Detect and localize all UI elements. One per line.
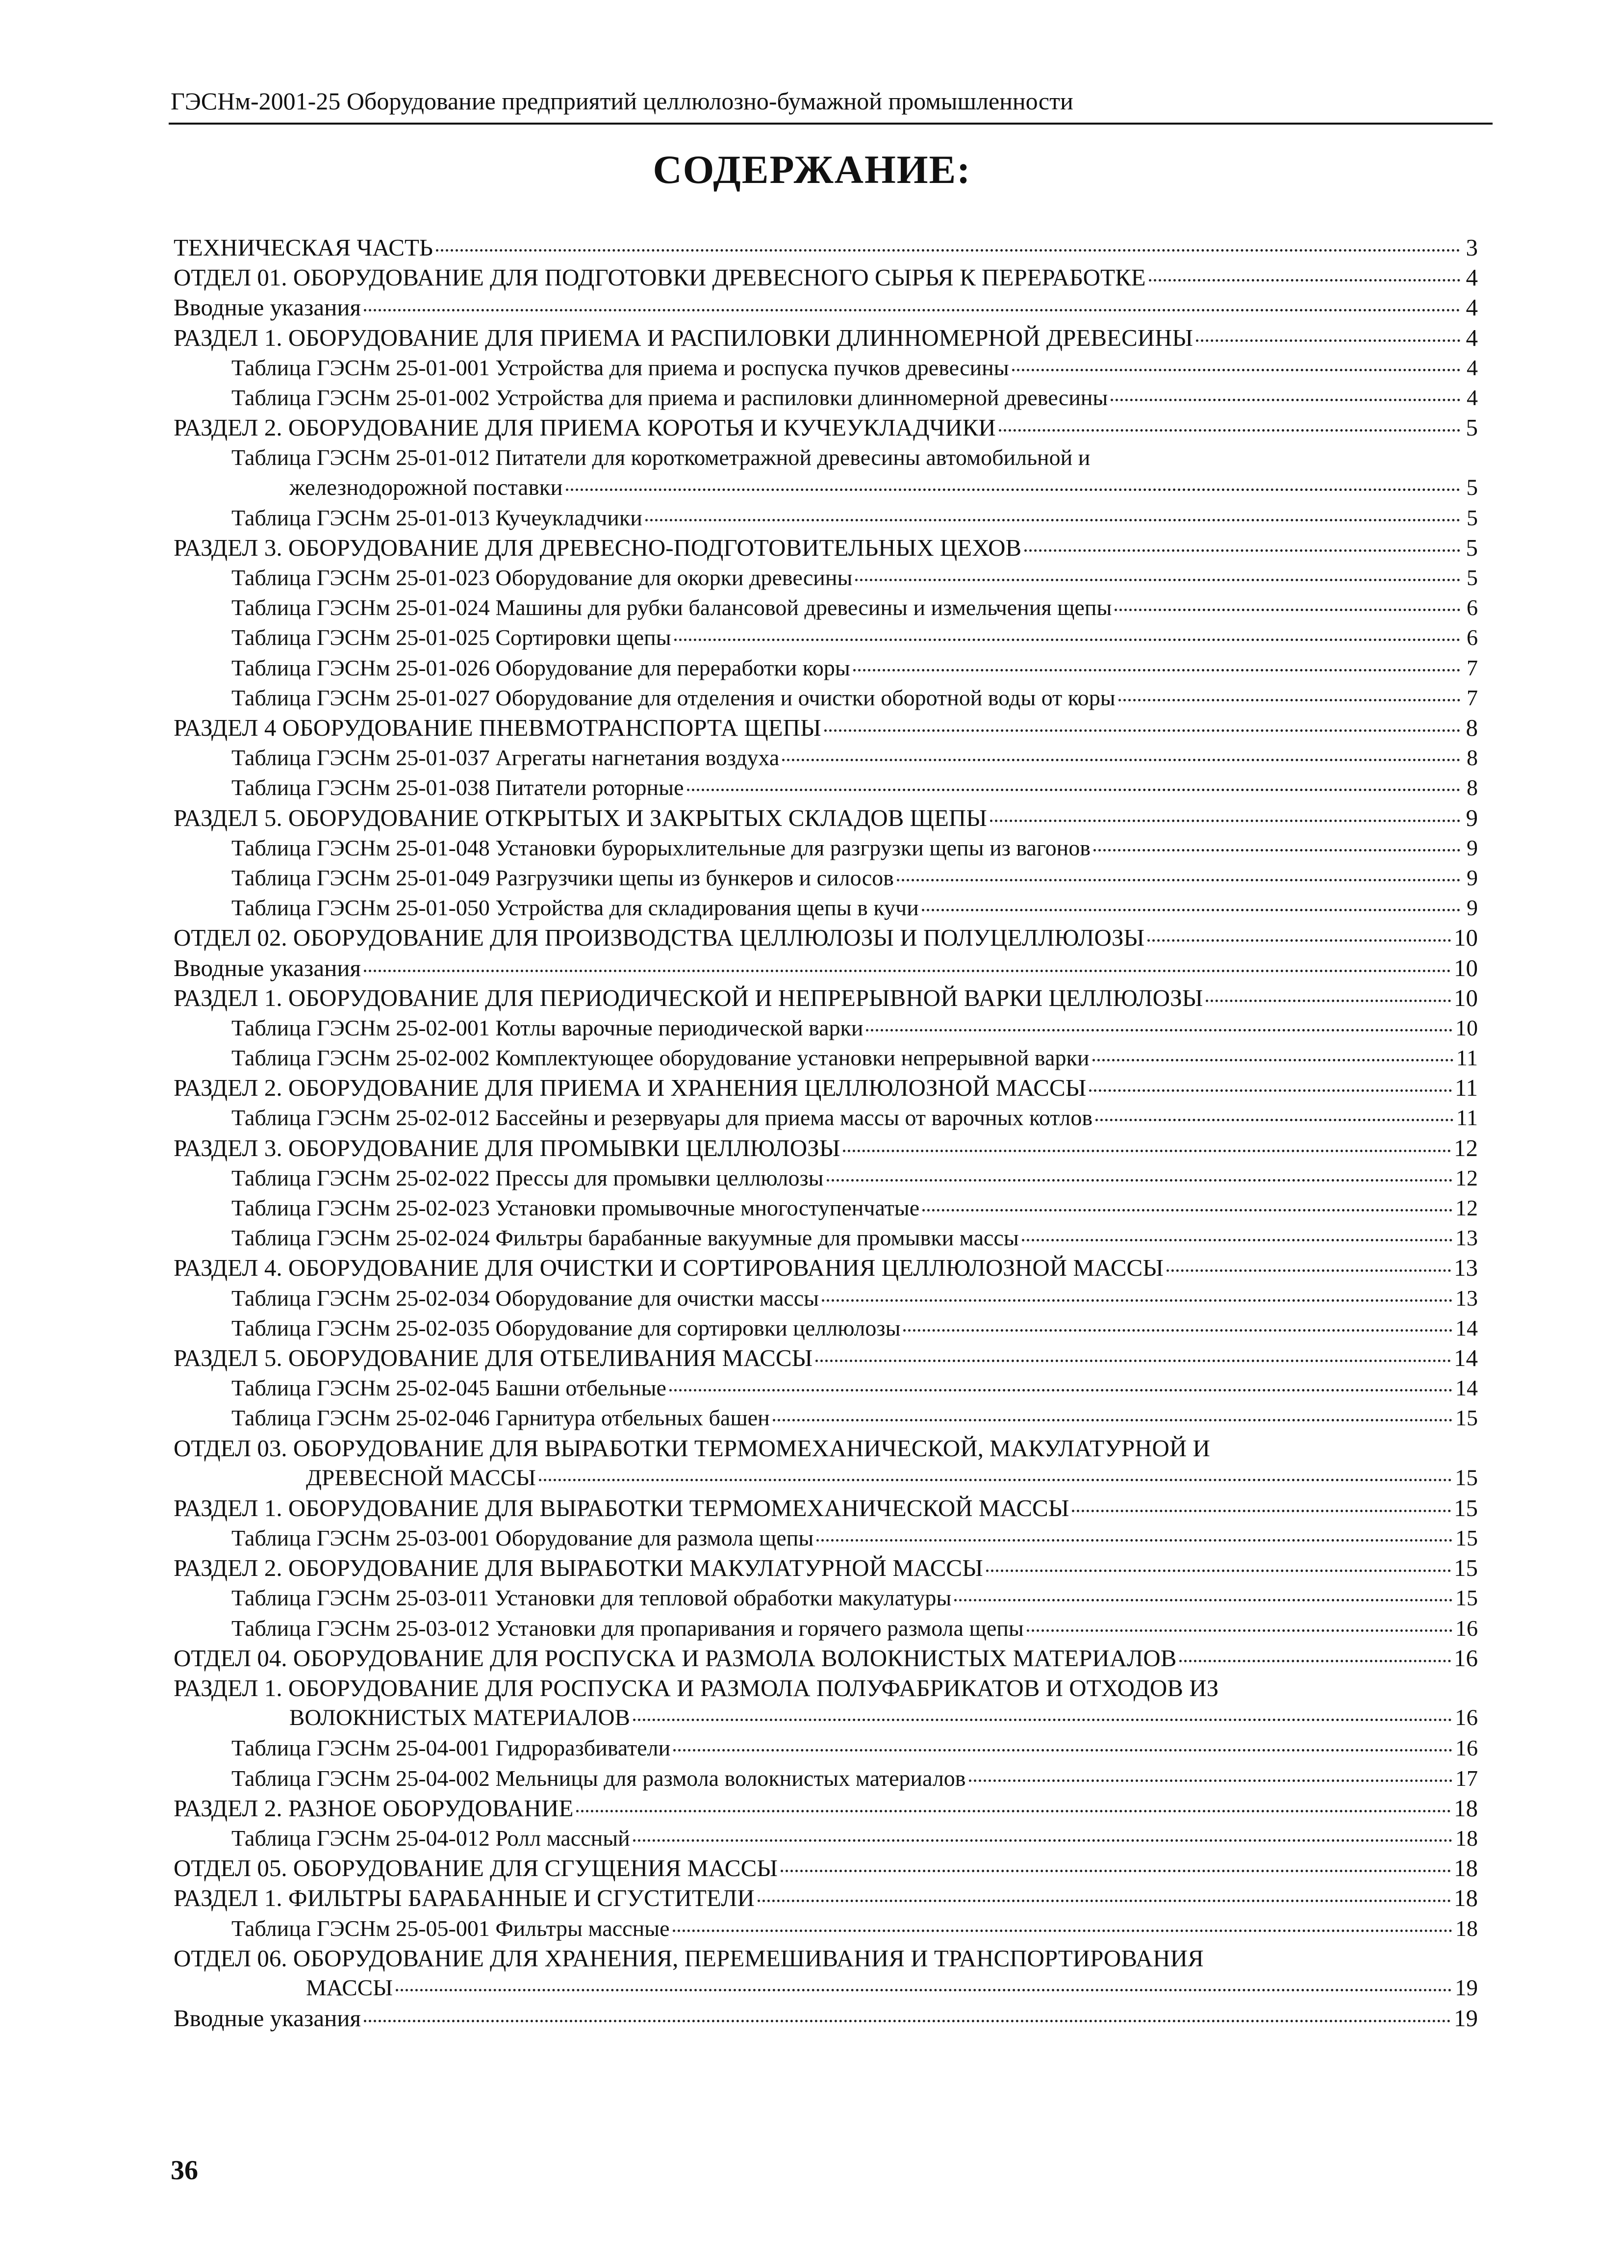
toc-entry-page: 8 [1467, 745, 1478, 771]
toc-entry[interactable] [174, 1973, 1478, 2003]
dot-leader [824, 729, 1460, 732]
toc-entry-page: 4 [1466, 264, 1478, 291]
dot-leader [364, 970, 1451, 972]
toc-entry-page: 5 [1466, 474, 1478, 500]
dot-leader [566, 489, 1460, 491]
toc-entry[interactable] [174, 863, 1478, 893]
toc-entry-title: Таблица ГЭСНм 25-01-037 Агрегаты нагнетания воздуха [231, 745, 780, 771]
toc-entry-title: ОТДЕЛ 02. ОБОРУДОВАНИЕ ДЛЯ ПРОИЗВОДСТВА ЦЕЛЛЮЛОЗЫ И ПОЛУЦЕЛЛЮЛОЗЫ [174, 924, 1145, 952]
dot-leader [1072, 1510, 1451, 1512]
toc-entry[interactable] [174, 2003, 1478, 2033]
toc-entry-title: РАЗДЕЛ 4 ОБОРУДОВАНИЕ ПНЕВМОТРАНСПОРТА ЩЕПЫ [174, 714, 821, 741]
toc-entry[interactable] [174, 653, 1478, 683]
toc-entry-title: Вводные указания [174, 2005, 361, 2032]
dot-leader [1092, 1059, 1453, 1061]
toc-entry-page: 7 [1467, 655, 1478, 680]
dot-leader [673, 1930, 1452, 1932]
toc-entry-page: 16 [1455, 1615, 1478, 1641]
toc-entry-page: 14 [1455, 1315, 1478, 1340]
toc-entry[interactable] [174, 1343, 1478, 1373]
dot-leader [990, 820, 1460, 822]
toc-entry-title: Таблица ГЭСНм 25-01-048 Установки бурорыхлительные для разгрузки щепы из вагонов [231, 835, 1091, 860]
toc-entry[interactable] [174, 622, 1478, 652]
toc-entry[interactable] [174, 953, 1478, 983]
page-number: 36 [171, 2155, 198, 2186]
toc-entry[interactable] [174, 1313, 1478, 1343]
toc-entry-page: 8 [1466, 714, 1478, 741]
toc-entry-title: Вводные указания [174, 954, 361, 981]
toc-entry-title: Таблица ГЭСНм 25-01-049 Разгрузчики щепы из бункеров и силосов [231, 865, 894, 890]
running-header: ГЭСНм-2001-25 Оборудование предприятий целлюлозно-бумажной промышленности [171, 87, 1073, 115]
toc-entry-title: Таблица ГЭСНм 25-02-002 Комплектующее оборудование установки непрерывной варки [231, 1045, 1090, 1071]
toc-entry-title: Таблица ГЭСНм 25-02-023 Установки промывочные многоступенчатые [231, 1195, 920, 1220]
toc-entry-title: ОТДЕЛ 01. ОБОРУДОВАНИЕ ДЛЯ ПОДГОТОВКИ ДРЕВЕСНОГО СЫРЬЯ К ПЕРЕРАБОТКЕ [174, 264, 1146, 291]
toc-entry-page: 4 [1466, 294, 1478, 321]
toc-entry[interactable] [174, 1103, 1478, 1133]
toc-entry-title: ВОЛОКНИСТЫХ МАТЕРИАЛОВ [289, 1705, 630, 1731]
toc-entry-title: Таблица ГЭСНм 25-02-034 Оборудование для очистки массы [231, 1285, 819, 1311]
dot-leader [781, 1870, 1451, 1872]
dot-leader [1012, 369, 1460, 371]
dot-leader [1147, 939, 1451, 942]
dot-leader [1089, 1089, 1451, 1092]
dot-leader [673, 1749, 1452, 1752]
toc-entry-title: Таблица ГЭСНм 25-01-024 Машины для рубки балансовой древесины и измельчения щепы [231, 595, 1112, 620]
toc-entry[interactable] [174, 683, 1478, 713]
toc-entry-title: РАЗДЕЛ 3. ОБОРУДОВАНИЕ ДЛЯ ПРОМЫВКИ ЦЕЛЛЮЛОЗЫ [174, 1134, 840, 1161]
toc-entry-title: Таблица ГЭСНм 25-01-025 Сортировки щепы [231, 625, 671, 650]
dot-leader [782, 759, 1460, 761]
toc-entry-title: РАЗДЕЛ 5. ОБОРУДОВАНИЕ ДЛЯ ОТБЕЛИВАНИЯ МАССЫ [174, 1344, 813, 1371]
dot-leader [855, 579, 1460, 581]
toc-entry[interactable] [174, 473, 1478, 503]
toc-entry-page: 7 [1467, 685, 1478, 710]
toc-entry-page: 9 [1466, 804, 1478, 831]
toc-entry-title: Таблица ГЭСНм 25-04-002 Мельницы для размола волокнистых материалов [231, 1765, 966, 1791]
toc-entry[interactable] [174, 1793, 1478, 1823]
toc-entry[interactable] [174, 773, 1478, 802]
toc-entry[interactable] [174, 262, 1478, 292]
dot-leader [954, 1599, 1452, 1601]
dot-leader [364, 2020, 1451, 2022]
toc-entry[interactable] [174, 593, 1478, 622]
toc-entry-page: 14 [1454, 1344, 1478, 1371]
toc-entry-page: 19 [1454, 2005, 1478, 2032]
toc-entry-page: 5 [1467, 505, 1478, 530]
toc-entry-title: ОТДЕЛ 03. ОБОРУДОВАНИЕ ДЛЯ ВЫРАБОТКИ ТЕРМОМЕХАНИЧЕСКОЙ, МАКУЛАТУРНОЙ И [174, 1434, 1210, 1462]
toc-entry-title: РАЗДЕЛ 2. ОБОРУДОВАНИЕ ДЛЯ ВЫРАБОТКИ МАКУЛАТУРНОЙ МАССЫ [174, 1554, 983, 1582]
toc-entry[interactable] [174, 743, 1478, 773]
dot-leader [633, 1719, 1452, 1721]
dot-leader [539, 1479, 1452, 1481]
toc-entry-page: 8 [1467, 775, 1478, 800]
toc-entry-title: Таблица ГЭСНм 25-02-012 Бассейны и резервуары для приема массы от варочных котлов [231, 1105, 1093, 1131]
toc-entry-page: 4 [1466, 324, 1478, 351]
toc-entry[interactable] [174, 1403, 1478, 1433]
toc-entry-title: РАЗДЕЛ 5. ОБОРУДОВАНИЕ ОТКРЫТЫХ И ЗАКРЫТЫХ СКЛАДОВ ЩЕПЫ [174, 804, 988, 831]
toc-entry-title: РАЗДЕЛ 4. ОБОРУДОВАНИЕ ДЛЯ ОЧИСТКИ И СОРТИРОВАНИЯ ЦЕЛЛЮЛОЗНОЙ МАССЫ [174, 1254, 1164, 1282]
toc-entry-page: 13 [1454, 1254, 1478, 1282]
page-title: СОДЕРЖАНИЕ: [653, 147, 971, 192]
toc-entry-title: Таблица ГЭСНм 25-02-045 Башни отбельные [231, 1375, 666, 1401]
toc-entry-title: РАЗДЕЛ 3. ОБОРУДОВАНИЕ ДЛЯ ДРЕВЕСНО-ПОДГОТОВИТЕЛЬНЫХ ЦЕХОВ [174, 534, 1022, 561]
toc-entry[interactable] [174, 893, 1478, 923]
toc-entry-title: РАЗДЕЛ 1. ФИЛЬТРЫ БАРАБАННЫЕ И СГУСТИТЕЛИ [174, 1884, 755, 1912]
dot-leader [645, 519, 1460, 521]
dot-leader [1024, 549, 1460, 552]
toc-entry-title: Таблица ГЭСНм 25-01-002 Устройства для приема и распиловки длинномерной древесины [231, 385, 1108, 410]
toc-entry[interactable] [174, 1613, 1478, 1643]
toc-entry-title: ОТДЕЛ 05. ОБОРУДОВАНИЕ ДЛЯ СГУЩЕНИЯ МАССЫ [174, 1855, 778, 1882]
toc-entry[interactable] [174, 803, 1478, 833]
toc-entry-title: ОТДЕЛ 04. ОБОРУДОВАНИЕ ДЛЯ РОСПУСКА И РАЗМОЛА ВОЛОКНИСТЫХ МАТЕРИАЛОВ [174, 1644, 1177, 1672]
toc-entry-page: 11 [1456, 1045, 1478, 1071]
toc-entry[interactable] [174, 1043, 1478, 1073]
toc-entry-title: Таблица ГЭСНм 25-01-023 Оборудование для окорки древесины [231, 565, 853, 591]
toc-entry[interactable] [174, 412, 1478, 442]
toc-entry[interactable] [174, 1643, 1478, 1673]
toc-entry[interactable] [174, 833, 1478, 863]
toc-entry-title: Таблица ГЭСНм 25-04-012 Ролл массный [231, 1825, 630, 1851]
toc-entry-page: 18 [1454, 1855, 1478, 1882]
toc-entry-page: 13 [1455, 1285, 1478, 1311]
toc-entry[interactable] [174, 1733, 1478, 1763]
toc-entry-title: Таблица ГЭСНм 25-03-001 Оборудование для размола щепы [231, 1525, 814, 1551]
toc-entry-page: 15 [1455, 1405, 1478, 1431]
toc-entry[interactable] [174, 923, 1478, 953]
toc-entry-page: 15 [1455, 1585, 1478, 1611]
toc-entry-title: РАЗДЕЛ 2. РАЗНОЕ ОБОРУДОВАНИЕ [174, 1794, 574, 1822]
toc-entry-title: Таблица ГЭСНм 25-01-027 Оборудование для отделения и очистки оборотной воды от коры [231, 685, 1116, 710]
toc-entry[interactable] [174, 1253, 1478, 1283]
dot-leader [436, 249, 1460, 252]
toc-entry-title: Таблица ГЭСНм 25-01-013 Кучеукладчики [231, 505, 642, 530]
toc-entry-title: Таблица ГЭСНм 25-01-050 Устройства для складирования щепы в кучи [231, 895, 919, 921]
toc-entry[interactable] [174, 232, 1478, 262]
toc-entry[interactable] [174, 353, 1478, 383]
toc-entry-page: 16 [1454, 1644, 1478, 1672]
dot-leader [674, 639, 1460, 641]
toc-entry-page: 4 [1467, 355, 1478, 380]
toc-entry-page: 18 [1454, 1884, 1478, 1912]
toc-entry-page: 9 [1467, 895, 1478, 921]
dot-leader [1167, 1269, 1451, 1272]
dot-leader [1118, 699, 1460, 701]
toc-entry-title: железнодорожной поставки [289, 474, 563, 500]
toc-entry[interactable] [174, 1073, 1478, 1103]
toc-entry-title: Таблица ГЭСНм 25-01-038 Питатели роторные [231, 775, 684, 800]
dot-leader [969, 1779, 1453, 1782]
toc-entry[interactable] [174, 503, 1478, 533]
toc-entry-page: 10 [1454, 984, 1478, 1011]
toc-entry-title: Таблица ГЭСНм 25-01-026 Оборудование для переработки коры [231, 655, 850, 680]
toc-entry-title: РАЗДЕЛ 2. ОБОРУДОВАНИЕ ДЛЯ ПРИЕМА КОРОТЬЯ И КУЧЕУКЛАДЧИКИ [174, 414, 996, 441]
toc-entry-page: 11 [1456, 1105, 1478, 1131]
dot-leader [1027, 1629, 1452, 1632]
toc-entry-page: 18 [1455, 1915, 1478, 1941]
toc-entry-page: 5 [1466, 534, 1478, 561]
toc-entry[interactable] [174, 1553, 1478, 1583]
toc-entry-title: Таблица ГЭСНм 25-01-001 Устройства для приема и роспуска пучков древесины [231, 355, 1009, 380]
dot-leader [822, 1299, 1452, 1302]
toc-entry[interactable] [174, 563, 1478, 593]
dot-leader [396, 1989, 1452, 1991]
toc-entry-title: Таблица ГЭСНм 25-03-012 Установки для пропаривания и горячего размола щепы [231, 1615, 1024, 1641]
toc-entry-title: РАЗДЕЛ 1. ОБОРУДОВАНИЕ ДЛЯ ПЕРИОДИЧЕСКОЙ И НЕПРЕРЫВНОЙ ВАРКИ ЦЕЛЛЮЛОЗЫ [174, 984, 1203, 1011]
toc-entry-page: 4 [1467, 385, 1478, 410]
toc-entry-page: 12 [1455, 1165, 1478, 1190]
toc-entry-page: 16 [1455, 1735, 1478, 1761]
dot-leader [773, 1419, 1452, 1421]
dot-leader [576, 1810, 1451, 1812]
dot-leader [687, 789, 1461, 791]
toc-entry-page: 17 [1455, 1765, 1478, 1791]
toc-entry-page: 9 [1467, 865, 1478, 890]
toc-entry-page: 6 [1467, 595, 1478, 620]
dot-leader [816, 1539, 1452, 1542]
dot-leader [1149, 279, 1460, 282]
toc-entry[interactable] [174, 533, 1478, 563]
toc-entry-title: ТЕХНИЧЕСКАЯ ЧАСТЬ [174, 234, 433, 261]
toc-entry-title: ОТДЕЛ 06. ОБОРУДОВАНИЕ ДЛЯ ХРАНЕНИЯ, ПЕРЕМЕШИВАНИЯ И ТРАНСПОРТИРОВАНИЯ [174, 1944, 1204, 1972]
toc-entry[interactable] [174, 1943, 1478, 1973]
toc-entry-page: 16 [1455, 1705, 1478, 1731]
toc-entry[interactable] [174, 1163, 1478, 1193]
toc-entry[interactable] [174, 1193, 1478, 1223]
dot-leader [922, 909, 1460, 911]
toc-entry-title: Таблица ГЭСНм 25-02-001 Котлы варочные периодической варки [231, 1015, 863, 1040]
toc-entry[interactable] [174, 323, 1478, 353]
toc-entry-page: 9 [1467, 835, 1478, 860]
toc-entry-title: РАЗДЕЛ 1. ОБОРУДОВАНИЕ ДЛЯ РОСПУСКА И РАЗМОЛА ПОЛУФАБРИКАТОВ И ОТХОДОВ ИЗ [174, 1675, 1219, 1701]
toc-entry-page: 12 [1455, 1195, 1478, 1220]
dot-leader [999, 429, 1460, 432]
dot-leader [1095, 1119, 1453, 1121]
toc-entry-title: Таблица ГЭСНм 25-04-001 Гидроразбиватели [231, 1735, 671, 1761]
toc-entry-page: 6 [1467, 625, 1478, 650]
toc-entry[interactable] [174, 1463, 1478, 1493]
toc-entry[interactable] [174, 983, 1478, 1013]
toc-entry-page: 10 [1454, 954, 1478, 981]
toc-entry[interactable] [174, 442, 1478, 472]
toc-entry-page: 3 [1466, 234, 1478, 261]
toc-entry-title: Таблица ГЭСНм 25-02-035 Оборудование для сортировки целлюлозы [231, 1315, 901, 1340]
toc-entry-page: 5 [1466, 414, 1478, 441]
toc-entry-title: Таблица ГЭСНм 25-02-022 Прессы для промывки целлюлозы [231, 1165, 824, 1190]
toc-entry[interactable] [174, 1523, 1478, 1553]
toc-entry[interactable] [174, 713, 1478, 743]
toc-entry[interactable] [174, 292, 1478, 322]
toc-entry-page: 12 [1454, 1134, 1478, 1161]
toc-entry[interactable] [174, 1013, 1478, 1043]
toc-entry[interactable] [174, 1763, 1478, 1793]
toc-entry-page: 13 [1455, 1225, 1478, 1251]
dot-leader [897, 879, 1460, 881]
toc-entry[interactable] [174, 1883, 1478, 1913]
toc-entry[interactable] [174, 1913, 1478, 1943]
toc-entry-page: 5 [1467, 565, 1478, 591]
toc-entry[interactable] [174, 1433, 1478, 1463]
dot-leader [1115, 609, 1460, 611]
toc-entry-page: 15 [1454, 1554, 1478, 1582]
table-of-contents [174, 232, 1478, 2033]
toc-entry-title: Таблица ГЭСНм 25-02-046 Гарнитура отбельных башен [231, 1405, 770, 1431]
toc-entry-page: 11 [1454, 1074, 1478, 1102]
toc-entry[interactable] [174, 1283, 1478, 1313]
toc-entry-title: РАЗДЕЛ 2. ОБОРУДОВАНИЕ ДЛЯ ПРИЕМА И ХРАНЕНИЯ ЦЕЛЛЮЛОЗНОЙ МАССЫ [174, 1074, 1087, 1102]
dot-leader [1179, 1660, 1451, 1662]
toc-entry-title: РАЗДЕЛ 1. ОБОРУДОВАНИЕ ДЛЯ ПРИЕМА И РАСПИЛОВКИ ДЛИННОМЕРНОЙ ДРЕВЕСИНЫ [174, 324, 1193, 351]
dot-leader [1196, 339, 1460, 342]
toc-entry-title: ДРЕВЕСНОЙ МАССЫ [306, 1465, 536, 1491]
toc-entry[interactable] [174, 1583, 1478, 1613]
toc-entry-page: 14 [1455, 1375, 1478, 1401]
dot-leader [758, 1900, 1451, 1902]
dot-leader [364, 309, 1460, 311]
dot-leader [1111, 399, 1460, 401]
toc-entry-page: 10 [1455, 1015, 1478, 1040]
toc-entry[interactable] [174, 1223, 1478, 1253]
toc-entry[interactable] [174, 1823, 1478, 1853]
toc-entry-title: Таблица ГЭСНм 25-03-011 Установки для тепловой обработки макулатуры [231, 1585, 952, 1611]
toc-entry-page: 15 [1454, 1494, 1478, 1521]
dot-leader [903, 1329, 1452, 1332]
dot-leader [633, 1839, 1452, 1842]
toc-entry-title: Таблица ГЭСНм 25-05-001 Фильтры массные [231, 1915, 670, 1941]
dot-leader [853, 669, 1460, 671]
dot-leader [1022, 1239, 1452, 1241]
toc-entry-title: Таблица ГЭСНм 25-02-024 Фильтры барабанные вакуумные для промывки массы [231, 1225, 1019, 1251]
toc-entry-page: 19 [1455, 1975, 1478, 2001]
toc-entry[interactable] [174, 1373, 1478, 1403]
dot-leader [922, 1209, 1452, 1211]
toc-entry[interactable] [174, 1133, 1478, 1163]
toc-entry-page: 18 [1454, 1794, 1478, 1822]
toc-entry[interactable] [174, 1703, 1478, 1733]
dot-leader [827, 1179, 1452, 1182]
toc-entry-title: РАЗДЕЛ 1. ОБОРУДОВАНИЕ ДЛЯ ВЫРАБОТКИ ТЕРМОМЕХАНИЧЕСКОЙ МАССЫ [174, 1494, 1069, 1521]
toc-entry-title: Вводные указания [174, 294, 361, 321]
dot-leader [866, 1029, 1452, 1031]
toc-entry[interactable] [174, 1493, 1478, 1523]
dot-leader [669, 1389, 1452, 1392]
toc-entry-title: Таблица ГЭСНм 25-01-012 Питатели для короткометражной древесины автомобильной и [231, 445, 1091, 470]
toc-entry-page: 18 [1455, 1825, 1478, 1851]
toc-entry-page: 15 [1455, 1525, 1478, 1551]
toc-entry[interactable] [174, 383, 1478, 412]
toc-entry-page: 15 [1455, 1465, 1478, 1491]
dot-leader [843, 1150, 1451, 1152]
dot-leader [1093, 849, 1460, 851]
toc-entry[interactable] [174, 1853, 1478, 1883]
toc-entry[interactable] [174, 1673, 1478, 1703]
dot-leader [1206, 1000, 1451, 1002]
toc-entry-title: МАССЫ [306, 1975, 393, 2001]
dot-leader [815, 1360, 1451, 1362]
header-rule [169, 123, 1493, 125]
dot-leader [986, 1570, 1451, 1572]
toc-entry-page: 10 [1454, 924, 1478, 952]
